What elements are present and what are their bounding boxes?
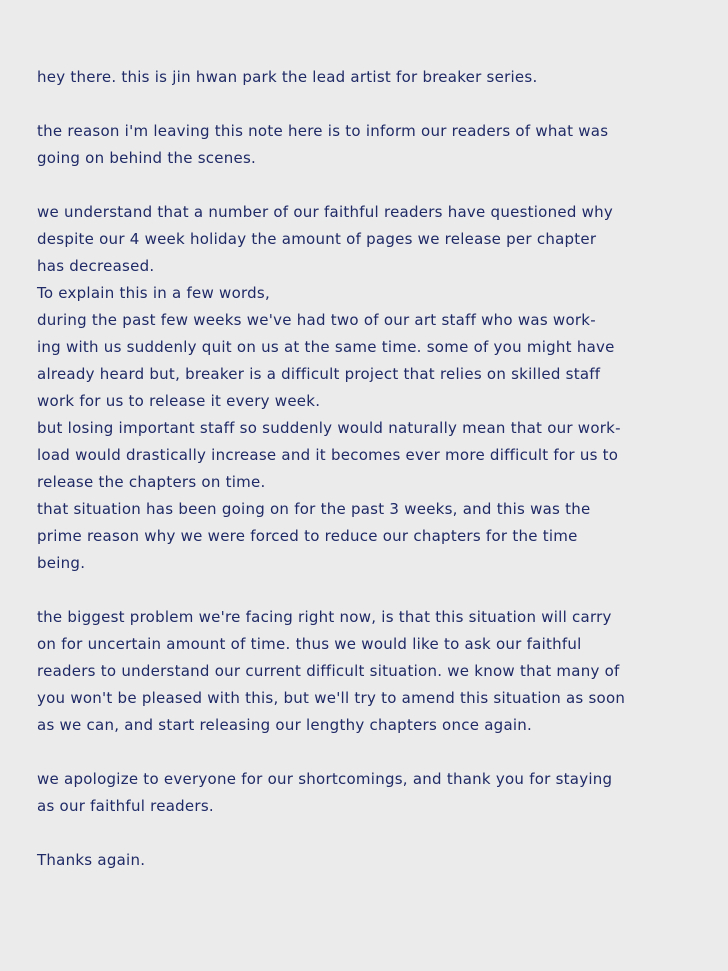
text-line: ing with us suddenly quit on us at the same time. some of you might have (37, 338, 615, 356)
text-line: release the chapters on time. (37, 473, 266, 491)
text-line: we understand that a number of our faithful readers have questioned why (37, 203, 614, 221)
text-line: despite our 4 week holiday the amount of pages we release per chapter (37, 230, 597, 248)
paragraph-problem (37, 604, 708, 739)
text-line: during the past few weeks we've had two of our art staff who was work- (37, 311, 596, 329)
paragraph-reason (37, 118, 708, 172)
paragraph-greeting (37, 64, 708, 91)
text-line: readers to understand our current difficult situation. we know that many of (37, 662, 620, 680)
text-line: the biggest problem we're facing right now, is that this situation will carry (37, 608, 612, 626)
text-line: going on behind the scenes. (37, 149, 257, 167)
text-line: load would drastically increase and it becomes ever more difficult for us to (37, 446, 619, 464)
text-line: we apologize to everyone for our shortcomings, and thank you for staying (37, 770, 613, 788)
text-line: has decreased. (37, 257, 155, 275)
text-line: the reason i'm leaving this note here is to inform our readers of what was (37, 122, 609, 140)
text-line: Thanks again. (37, 851, 146, 869)
text-line: as our faithful readers. (37, 797, 214, 815)
paragraph-signoff (37, 847, 708, 874)
text-line: on for uncertain amount of time. thus we would like to ask our faithful (37, 635, 582, 653)
text-line: work for us to release it every week. (37, 392, 321, 410)
text-line: but losing important staff so suddenly would naturally mean that our work- (37, 419, 621, 437)
text-line: already heard but, breaker is a difficult project that relies on skilled staff (37, 365, 601, 383)
text-line: hey there. this is jin hwan park the lead artist for breaker series. (37, 68, 538, 86)
text-line: you won't be pleased with this, but we'll try to amend this situation as soon (37, 689, 626, 707)
paragraph-explanation (37, 199, 708, 577)
text-line: as we can, and start releasing our lengthy chapters once again. (37, 716, 533, 734)
text-line: that situation has been going on for the past 3 weeks, and this was the (37, 500, 591, 518)
text-line: being. (37, 554, 86, 572)
text-line: To explain this in a few words, (37, 284, 271, 302)
paragraph-apology (37, 766, 708, 820)
text-line: prime reason why we were forced to reduce our chapters for the time (37, 527, 578, 545)
